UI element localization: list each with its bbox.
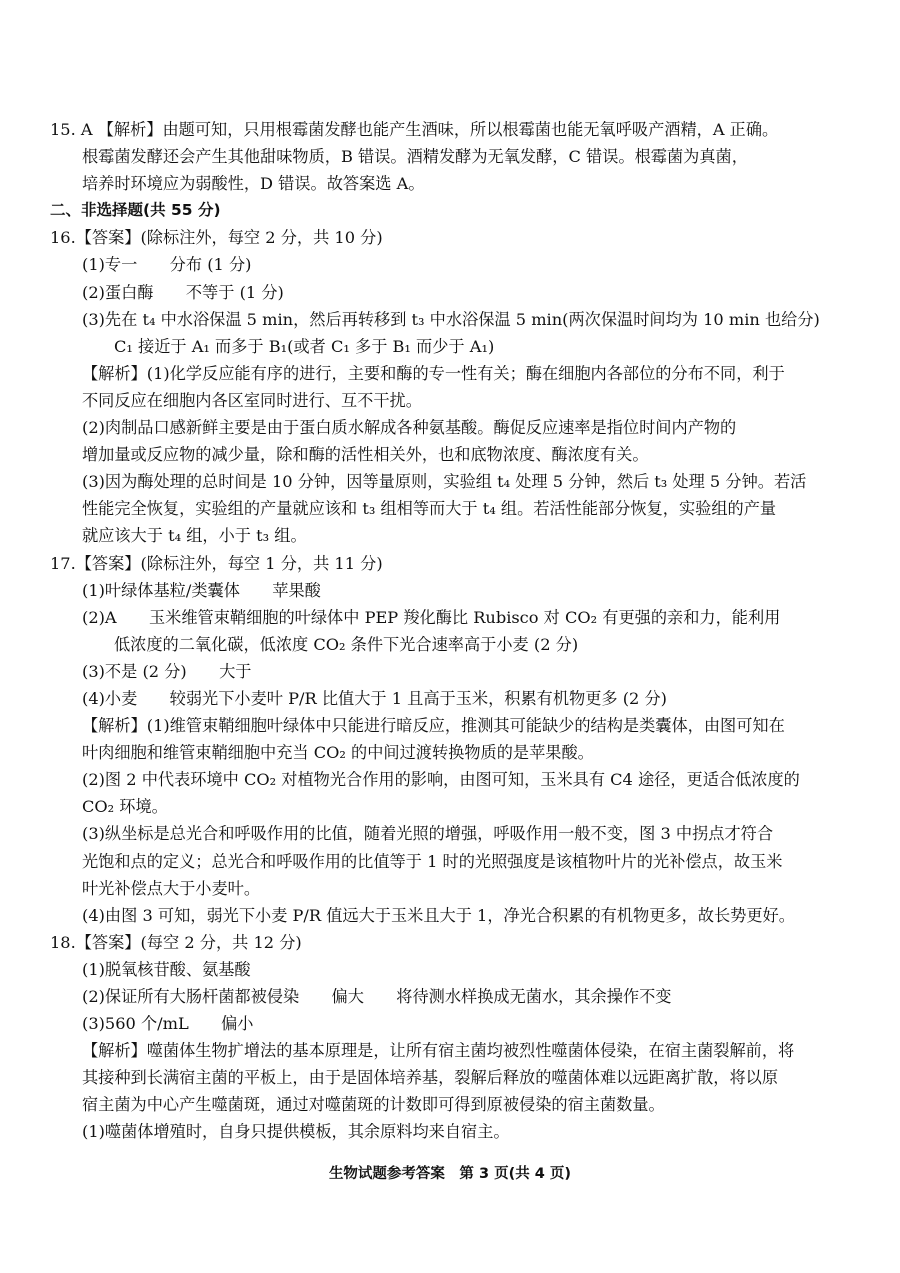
text-line: 【解析】(1)化学反应能有序的进行，主要和酶的专一性有关；酶在细胞内各部位的分布不同，利于 <box>82 363 785 383</box>
text-line: (2)肉制品口感新鲜主要是由于蛋白质水解成各种氨基酸。酶促反应速率是指位时间内产物的 <box>82 418 737 438</box>
text-line: (2)图 2 中代表环境中 CO₂ 对植物光合作用的影响，由图可知，玉米具有 C4 途径，更适合低浓度的 <box>82 770 800 790</box>
text-line: (2)保证所有大肠杆菌都被侵染 偏大 将待测水样换成无菌水，其余操作不变 <box>82 987 672 1006</box>
text-line: (4)小麦 较弱光下小麦叶 P/R 比值大于 1 且高于玉米，积累有机物更多 (2 分) <box>82 688 668 708</box>
text-line: 低浓度的二氧化碳，低浓度 CO₂ 条件下光合速率高于小麦 (2 分) <box>114 634 579 654</box>
text-line: 根霉菌发酵还会产生其他甜味物质，B 错误。酒精发酵为无氧发酵，C 错误。根霉菌为真菌， <box>82 147 748 167</box>
text-line: 16.【答案】(除标注外，每空 2 分，共 10 分) <box>50 228 383 248</box>
text-line: (3)不是 (2 分) 大于 <box>82 661 252 681</box>
text-line: 培养时环境应为弱酸性，D 错误。故答案选 A。 <box>82 174 425 194</box>
text-line: 【解析】(1)维管束鞘细胞叶绿体中只能进行暗反应，推测其可能缺少的结构是类囊体，由图可知在 <box>82 716 785 736</box>
text-line: CO₂ 环境。 <box>82 797 168 817</box>
text-line: 15. A 【解析】由题可知，只用根霉菌发酵也能产生酒味，所以根霉菌也能无氧呼吸产酒精，A 正确。 <box>50 120 779 139</box>
text-line: 光饱和点的定义；总光合和呼吸作用的比值等于 1 时的光照强度是该植物叶片的光补偿点，故玉米 <box>82 851 783 871</box>
text-line: 就应该大于 t₄ 组，小于 t₃ 组。 <box>82 526 307 546</box>
answer-content <box>50 116 850 1146</box>
text-line: 17.【答案】(除标注外，每空 1 分，共 11 分) <box>50 553 383 573</box>
text-line: (1)脱氧核苷酸、氨基酸 <box>82 959 251 979</box>
text-line: 宿主菌为中心产生噬菌斑，通过对噬菌斑的计数即可得到原被侵染的宿主菌数量。 <box>82 1095 665 1115</box>
text-line: (1)噬菌体增殖时，自身只提供模板，其余原料均来自宿主。 <box>82 1122 510 1142</box>
text-line: 增加量或反应物的减少量，除和酶的活性相关外，也和底物浓度、酶浓度有关。 <box>82 445 649 465</box>
text-line: 叶光补偿点大于小麦叶。 <box>82 878 261 898</box>
text-line: (3)先在 t₄ 中水浴保温 5 min，然后再转移到 t₃ 中水浴保温 5 min(两次保温时间均为 10 min 也给分) <box>82 309 820 329</box>
text-line: 叶肉细胞和维管束鞘细胞中充当 CO₂ 的中间过渡转换物质的是苹果酸。 <box>82 743 594 763</box>
text-line: (3)纵坐标是总光合和呼吸作用的比值，随着光照的增强，呼吸作用一般不变，图 3 中拐点才符合 <box>82 824 774 844</box>
text-line: C₁ 接近于 A₁ 而多于 B₁(或者 C₁ 多于 B₁ 而少于 A₁) <box>114 336 495 356</box>
text-line: 【解析】噬菌体生物扩增法的基本原理是，让所有宿主菌均被烈性噬菌体侵染，在宿主菌裂解前，将 <box>82 1041 795 1061</box>
section-heading: 二、非选择题(共 55 分) <box>50 201 221 220</box>
text-line: 不同反应在细胞内各区室同时进行、互不干扰。 <box>82 390 422 410</box>
text-line: 性能完全恢复，实验组的产量就应该和 t₃ 组相等而大于 t₄ 组。若活性能部分恢复，实验组的产量 <box>82 499 777 519</box>
text-line: (3)因为酶处理的总时间是 10 分钟，因等量原则，实验组 t₄ 处理 5 分钟，然后 t₃ 处理 5 分钟。若活 <box>82 472 807 492</box>
text-line: (2)蛋白酶 不等于 (1 分) <box>82 282 284 302</box>
text-line: (3)560 个/mL 偏小 <box>82 1014 254 1034</box>
text-line: (2)A 玉米维管束鞘细胞的叶绿体中 PEP 羧化酶比 Rubisco 对 CO₂ 有更强的亲和力，能利用 <box>82 607 781 627</box>
text-line: 其接种到长满宿主菌的平板上，由于是固体培养基，裂解后释放的噬菌体难以远距离扩散，将以原 <box>82 1068 779 1088</box>
text-line: (1)叶绿体基粒/类囊体 苹果酸 <box>82 580 321 600</box>
text-line: (1)专一 分布 (1 分) <box>82 255 252 275</box>
page-footer: 生物试题参考答案 第 3 页(共 4 页) <box>328 1166 572 1182</box>
text-line: (4)由图 3 可知，弱光下小麦 P/R 值远大于玉米且大于 1，净光合积累的有机物更多，故长势更好。 <box>82 905 795 925</box>
text-line: 18.【答案】(每空 2 分，共 12 分) <box>50 932 302 952</box>
